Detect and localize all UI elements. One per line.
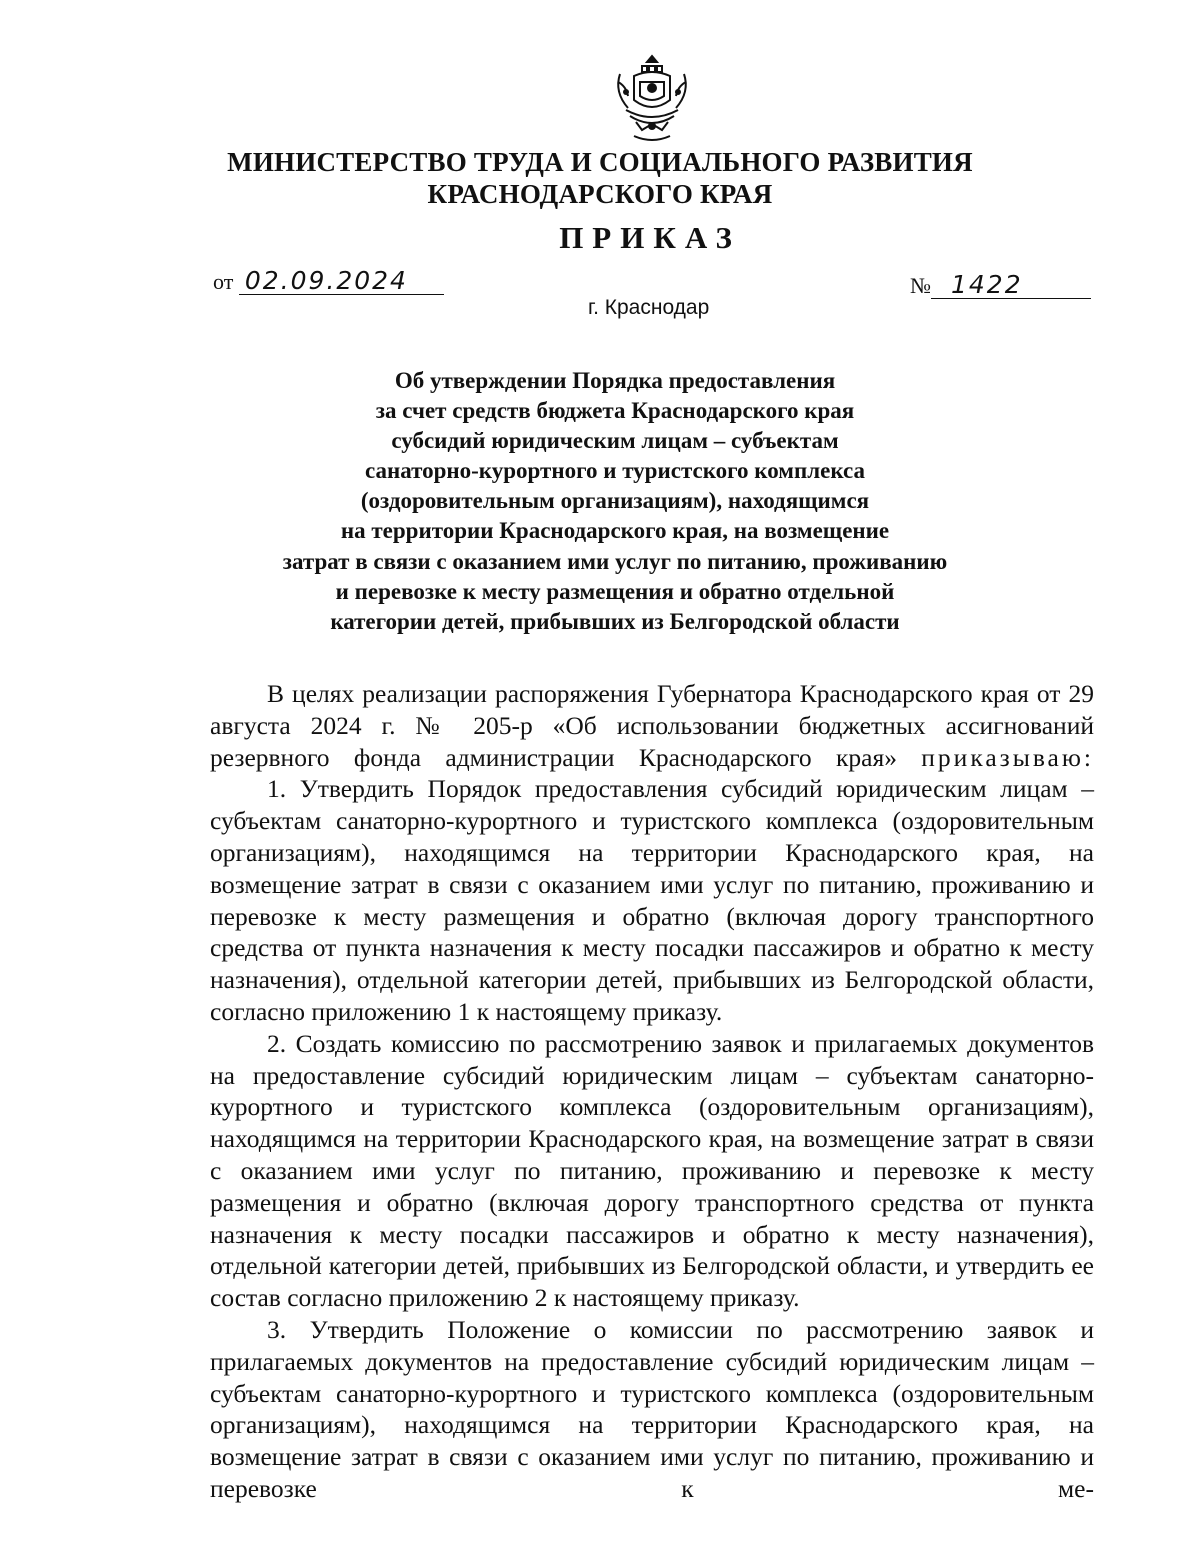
document-type-title: ПРИКАЗ bbox=[559, 220, 741, 255]
order-keyword: приказываю: bbox=[921, 742, 1095, 772]
ministry-line-2: КРАСНОДАРСКОГО КРАЯ bbox=[427, 179, 773, 209]
preamble-paragraph bbox=[210, 678, 1094, 773]
order-date bbox=[213, 268, 444, 295]
subject-line: субсидий юридическим лицам – субъектам bbox=[391, 428, 839, 454]
order-body bbox=[210, 678, 1094, 1505]
subject-line: (оздоровительным организациям), находящимся bbox=[360, 488, 870, 514]
subject-line: санаторно-курортного и туристского комплекса bbox=[364, 458, 866, 484]
subject-line: и перевозке к месту размещения и обратно отдельной bbox=[335, 578, 895, 604]
date-handwritten: 02.09.2024 bbox=[239, 268, 444, 295]
ministry-name bbox=[200, 146, 1000, 210]
order-subject bbox=[200, 366, 1030, 637]
order-number bbox=[910, 272, 1091, 299]
subject-line: за счет средств бюджета Краснодарского края bbox=[375, 398, 855, 424]
subject-line: Об утверждении Порядка предоставления bbox=[394, 368, 836, 393]
city-name: г. Краснодар bbox=[588, 296, 710, 319]
item-1-paragraph: 1. Утвердить Порядок предоставления субсидий юридическим лицам – субъектам санаторно-курортного и туристского комплекса (оздоровительным организациям), находящимся на территории Краснодарского края, на возмещение затрат в связи с оказанием ими услуг по питанию, проживанию и перевозке к месту размещения и обратно (включая дорогу транспортного средства от пункта назначения к месту посадки пассажиров и обратно к месту назначения), отдельной категории детей, прибывших из Белгородской области, согласно приложению 1 к настоящему приказу. bbox=[210, 774, 1094, 1026]
subject-line: затрат в связи с оказанием ими услуг по питанию, проживанию bbox=[282, 548, 948, 574]
subject-line: категории детей, прибывших из Белгородской области bbox=[330, 608, 900, 634]
number-prefix: № bbox=[910, 273, 931, 298]
number-handwritten: 1422 bbox=[931, 272, 1091, 299]
item-2-paragraph: 2. Создать комиссию по рассмотрению заявок и прилагаемых документов на предоставление субсидий юридическим лицам – субъектам санаторно-курортного и туристского комплекса (оздоровительным организациям), находящимся на территории Краснодарского края, на возмещение затрат в связи с оказанием ими услуг по питанию, проживанию и перевозке к месту размещения и обратно (включая дорогу транспортного средства от пункта назначения к месту посадки пассажиров и обратно к месту назначения), отдельной категории детей, прибывших из Белгородской области, и утвердить ее состав согласно приложению 2 к настоящему приказу. bbox=[210, 1028, 1094, 1313]
coat-of-arms-emblem bbox=[612, 52, 692, 144]
preamble-text: В целях реализации распоряжения Губернатора Краснодарского края от 29 августа 2024 г. № 205-р «Об использовании бюджетных ассигнований резервного фонда администрации Краснодарского края» bbox=[210, 679, 1094, 772]
ministry-line-1: МИНИСТЕРСТВО ТРУДА И СОЦИАЛЬНОГО РАЗВИТИЯ bbox=[227, 147, 973, 177]
subject-line: на территории Краснодарского края, на возмещение bbox=[340, 518, 890, 544]
item-3-paragraph: 3. Утвердить Положение о комиссии по рассмотрению заявок и прилагаемых документов на предоставление субсидий юридическим лицам – субъектам санаторно-курортного и туристского комплекса (оздоровительным организациям), находящимся на территории Краснодарского края, на возмещение затрат в связи с оказанием ими услуг по питанию, проживанию и перевозке к ме- bbox=[210, 1314, 1094, 1503]
date-prefix: от bbox=[213, 269, 234, 294]
